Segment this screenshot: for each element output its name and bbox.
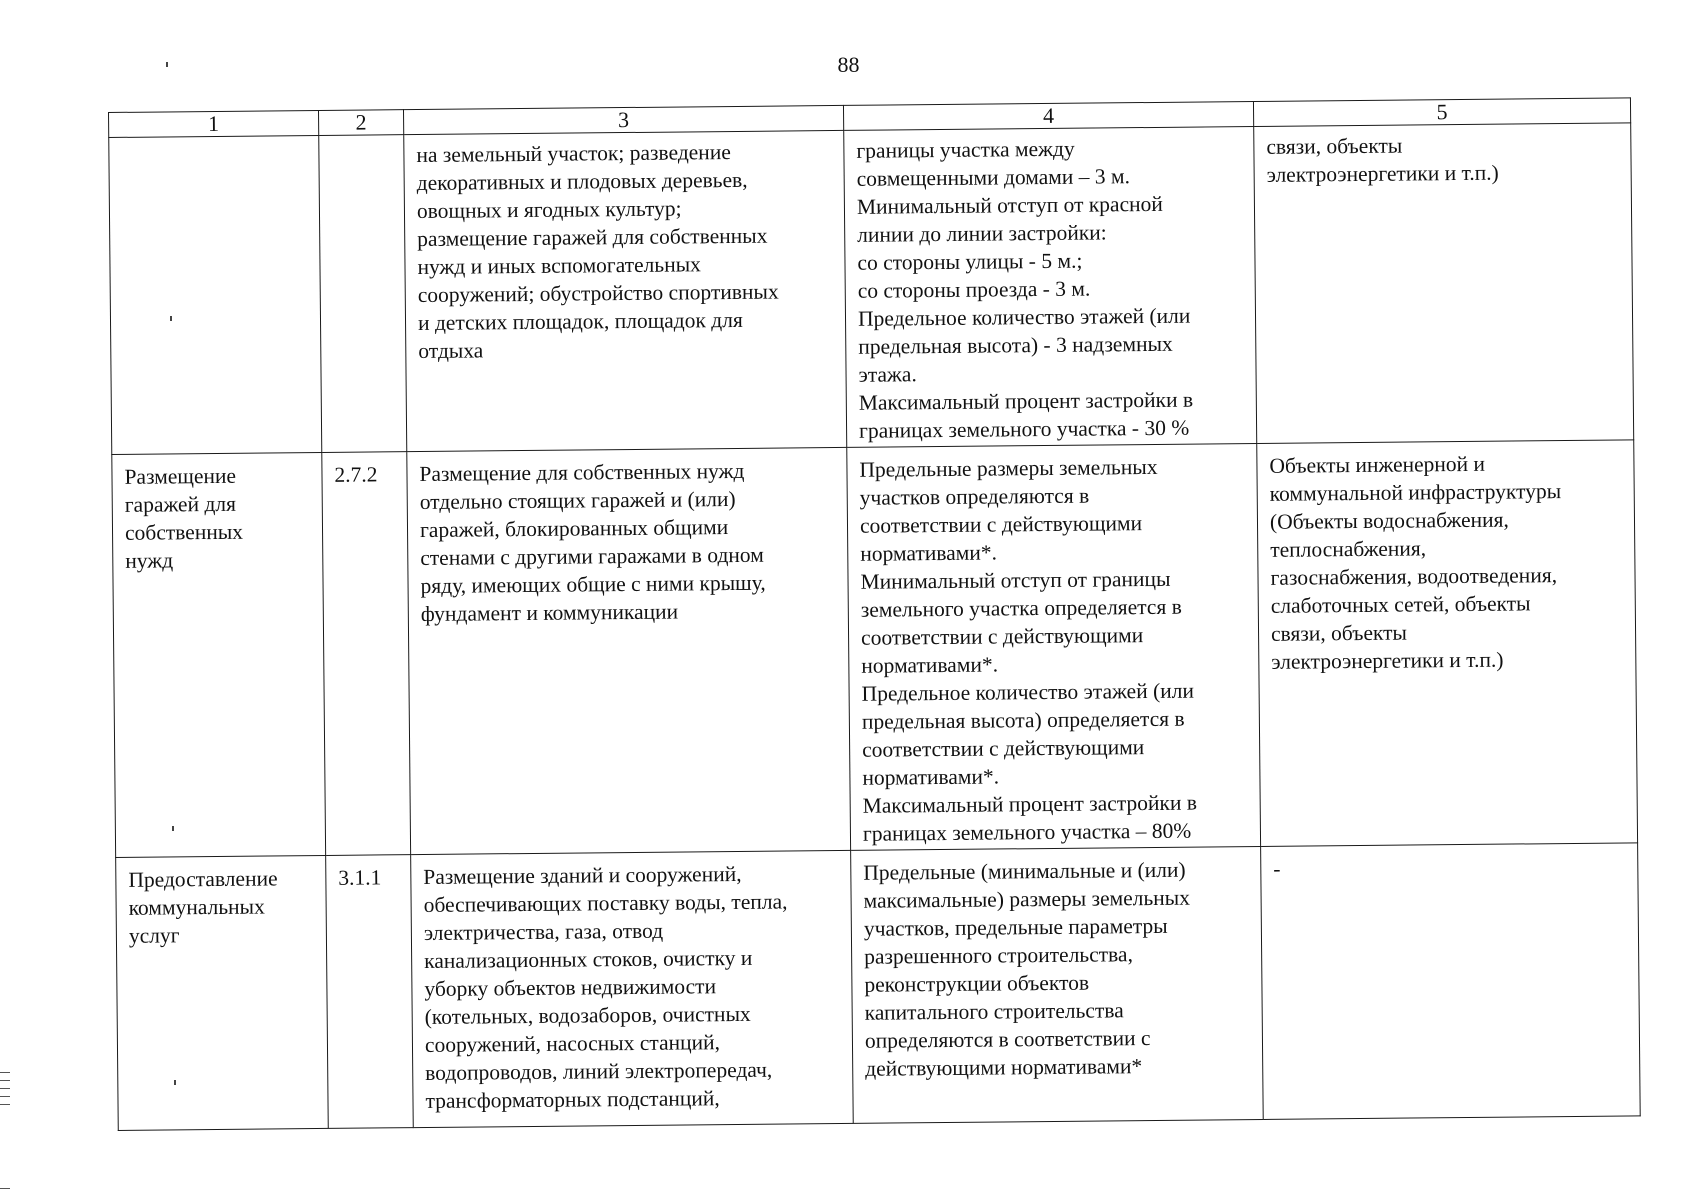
table-row [109,123,1634,455]
description-cell: Размещение зданий и сооружений, обеспечивающих поставку воды, тепла, электричества, газа, отвод канализационных стоков, очистку и уборку объектов недвижимости (котельных, водозаборов, очистных сооружений, насосных станций, водопроводов, линий электропередач, трансформаторных подстанций, [411,850,854,1127]
scan-margin-mark [0,1104,10,1105]
column-header: 1 [109,110,319,137]
column-header: 4 [843,102,1253,131]
code-cell: 2.7.2 [322,452,411,856]
parameters-cell: границы участка между совмещенными домами – 3 м. Минимальный отступ от красной линии до линии застройки: со стороны улицы - 5 м.; со стороны проезда - 3 м. Предельное количество этажей (или предельная высота) - 3 надземных этажа. Максимальный процент застройки в границах земельного участка - 30 % [844,127,1257,448]
scan-margin-mark [0,1088,10,1089]
objects-cell: - [1261,843,1641,1120]
objects-cell: Объекты инженерной и коммунальной инфраструктуры (Объекты водоснабжения, теплоснабжения, газоснабжения, водоотведения, слаботочных сетей, объекты связи, объекты электроэнергетики и т.п.) [1257,440,1638,847]
objects-cell: связи, объекты электроэнергетики и т.п.) [1254,123,1634,444]
table-row [116,843,1641,1131]
column-header: 5 [1253,98,1630,127]
page-number: 88 [837,52,860,77]
use-type-cell: Предоставление коммунальных услуг [116,855,329,1130]
parameters-cell: Предельные (минимальные и (или) максимальные) размеры земельных участков, предельные параметры разрешенного строительства, реконструкции объектов капитального строительства определяются в соответствии с действующими нормативами* [851,846,1264,1123]
column-header: 2 [318,110,403,136]
description-cell: на земельный участок; разведение декоративных и плодовых деревьев, овощных и ягодных культур; размещение гаражей для собственных нужд и иных вспомогательных сооружений; обустройство спортивных и детских площадок, площадок для отдыха [404,130,847,451]
scan-speck [174,1080,176,1085]
code-cell [319,135,407,453]
scan-speck [170,316,172,321]
scan-margin-mark [0,1072,10,1073]
table-row [112,440,1638,858]
scan-speck [166,62,168,67]
use-type-cell: Размещение гаражей для собственных нужд [112,452,326,857]
scan-speck [172,826,174,831]
scan-margin-mark [0,1080,10,1081]
parameters-cell: Предельные размеры земельных участков определяются в соответствии с действующими нормативами*. Минимальный отступ от границы земельного участка определяется в соответствии с действующими нормативами*. Предельное количество этажей (или предельная высота) определяется в соответствии с действующими нормативами*. Максимальный процент застройки в границах земельного участка – 80% [847,443,1261,850]
code-cell: 3.1.1 [326,855,414,1129]
land-use-table [108,97,1641,1131]
use-type-cell [109,135,322,454]
scan-margin-mark [0,1188,10,1189]
column-header: 3 [403,105,843,134]
scan-margin-mark [0,1096,10,1097]
description-cell: Размещение для собственных нужд отдельно стоящих гаражей и (или) гаражей, блокированных общими стенами с другими гаражами в одном ряду, имеющих общие с ними крышу, фундамент и коммуникации [407,447,851,854]
